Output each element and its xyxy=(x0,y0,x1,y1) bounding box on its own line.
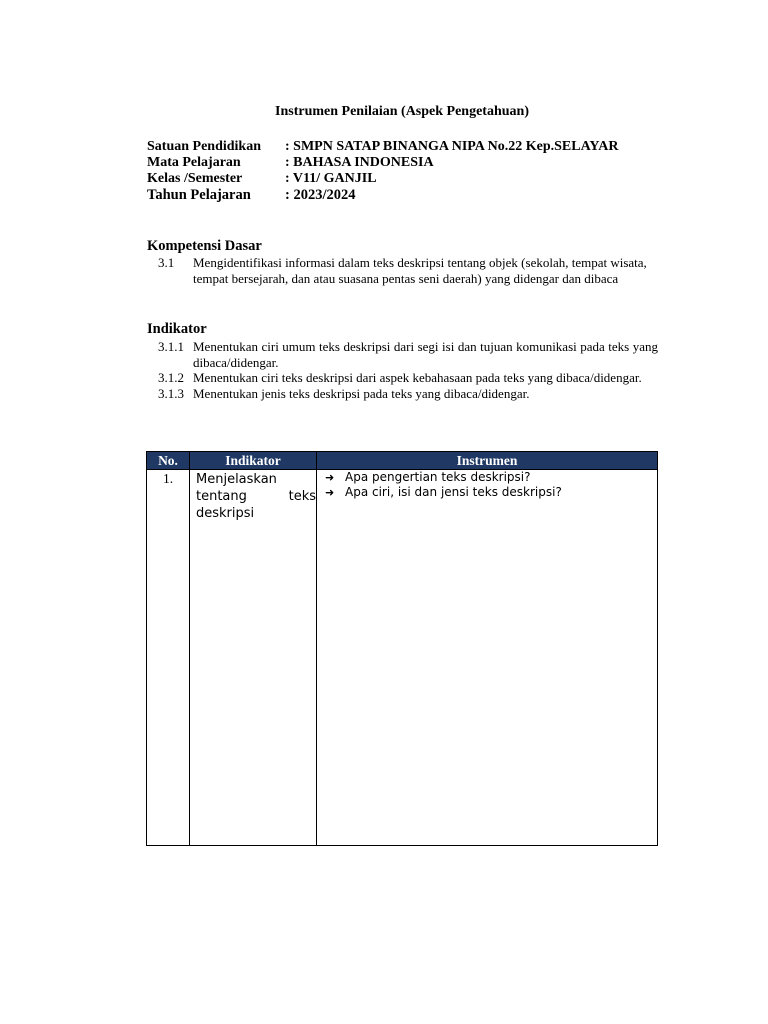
item-number: 3.1.1 xyxy=(158,339,184,354)
meta-label: Tahun Pelajaran xyxy=(147,187,251,203)
document-title: Instrumen Penilaian (Aspek Pengetahuan) xyxy=(275,104,529,119)
row-instrumen xyxy=(317,470,658,846)
indikator-word: tentang xyxy=(196,489,247,504)
meta-value: : BAHASA INDONESIA xyxy=(285,155,434,170)
header-instrumen: Instrumen xyxy=(317,452,658,470)
meta-label: Mata Pelajaran xyxy=(147,155,241,170)
instrument-table xyxy=(146,451,658,846)
list-item xyxy=(158,386,658,402)
instrument-question: Apa ciri, isi dan jensi teks deskripsi? xyxy=(345,485,562,499)
table-row xyxy=(147,470,658,846)
item-number: 3.1.2 xyxy=(158,370,184,385)
meta-value: : 2023/2024 xyxy=(285,187,356,203)
kompetensi-list xyxy=(158,255,658,286)
row-indikator xyxy=(190,470,317,846)
header-no: No. xyxy=(147,452,190,470)
indikator-text-line: Menjelaskan xyxy=(196,472,277,487)
meta-row-mapel xyxy=(147,155,618,171)
list-item xyxy=(158,339,658,370)
indikator-list xyxy=(158,339,658,401)
instrument-question: Apa pengertian teks deskripsi? xyxy=(345,470,531,484)
indikator-text-line: deskripsi xyxy=(196,506,255,521)
meta-label: Kelas /Semester xyxy=(147,171,243,186)
item-text: Mengidentifikasi informasi dalam teks deskripsi tentang objek (sekolah, tempat wisata, tempat bersejarah, dan atau suasana pentas seni daerah) yang didengar dan dibaca xyxy=(193,255,647,286)
instrument-item xyxy=(325,470,657,485)
identity-block xyxy=(147,139,618,203)
item-number: 3.1.3 xyxy=(158,385,184,401)
arrow-right-icon: ➜ xyxy=(325,471,335,484)
kompetensi-heading: Kompetensi Dasar xyxy=(147,238,262,254)
arrow-right-icon: ➜ xyxy=(325,486,335,499)
row-number: 1. xyxy=(147,470,190,846)
item-text: Menentukan ciri teks deskripsi dari aspek kebahasaan pada teks yang dibaca/didengar. xyxy=(193,370,642,385)
indikator-heading: Indikator xyxy=(147,321,207,337)
meta-value: : V11/ GANJIL xyxy=(285,171,377,186)
meta-row-tahun xyxy=(147,187,618,203)
meta-value: : SMPN SATAP BINANGA NIPA No.22 Kep.SELAYAR xyxy=(285,139,619,154)
instrument-item xyxy=(325,485,657,500)
indikator-word: teks xyxy=(288,489,316,504)
item-text: Menentukan ciri umum teks deskripsi dari segi isi dan tujuan komunikasi pada teks yang dibaca/didengar. xyxy=(193,339,658,370)
list-item xyxy=(158,370,658,386)
meta-row-satuan xyxy=(147,139,618,155)
header-indikator: Indikator xyxy=(190,452,317,470)
item-text: Menentukan jenis teks deskripsi pada teks yang dibaca/didengar. xyxy=(193,385,530,401)
indikator-text-line xyxy=(196,488,316,505)
list-item xyxy=(158,255,658,286)
meta-label: Satuan Pendidikan xyxy=(147,139,261,154)
table-header-row xyxy=(147,452,658,470)
item-number: 3.1 xyxy=(158,255,175,270)
meta-row-kelas xyxy=(147,171,618,187)
